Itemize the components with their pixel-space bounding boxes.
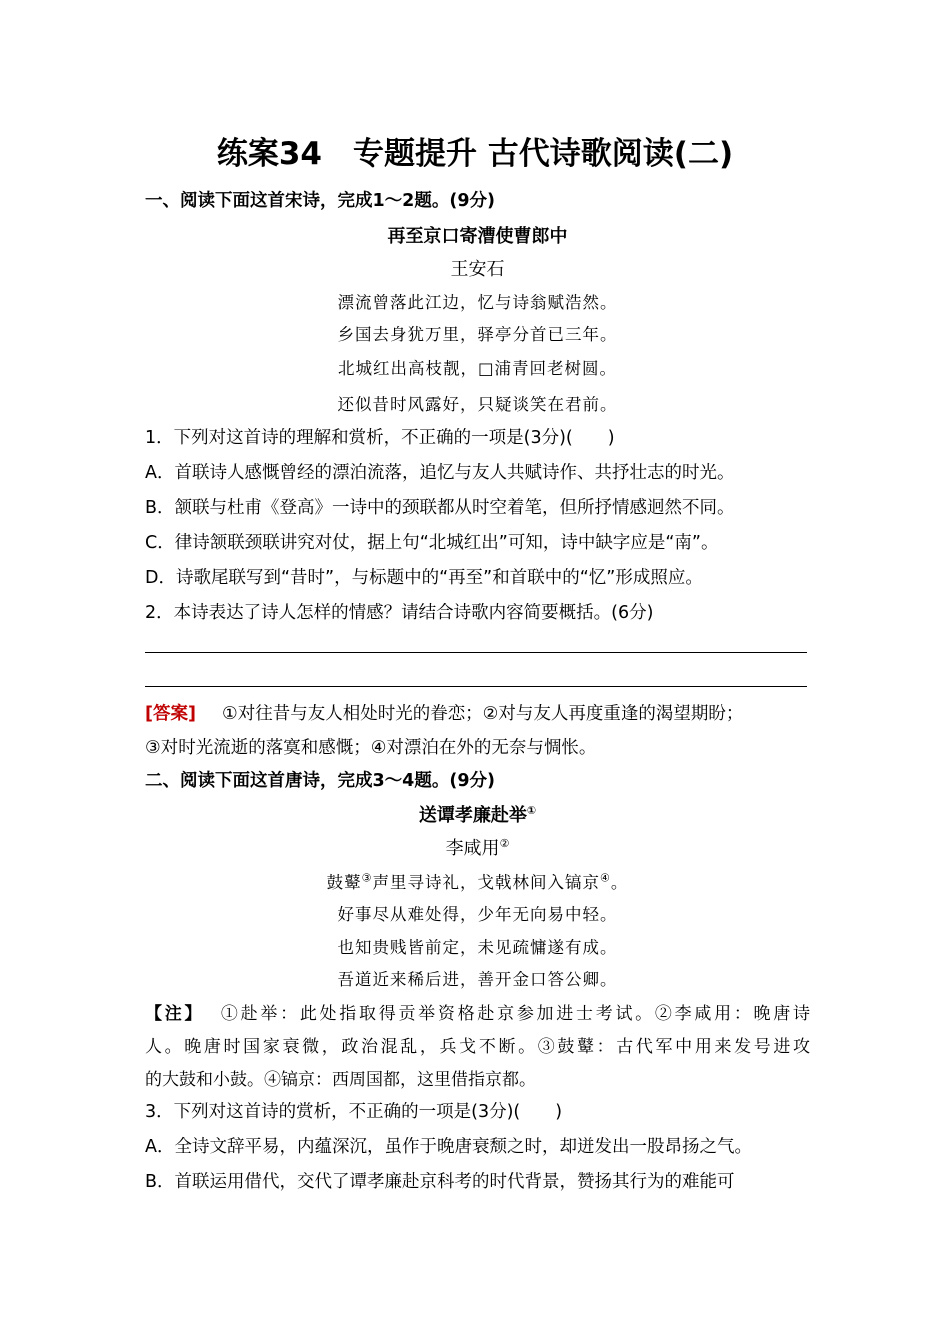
- poem2-line-1-part-a: 鼓鼙: [326, 873, 362, 892]
- footnote-ref-4: ④: [600, 871, 611, 885]
- question-3-option-b: B．首联运用借代，交代了谭孝廉赴京科考的时代背景，赞扬其行为的难能可: [145, 1172, 735, 1192]
- question-1-option-b: B．颔联与杜甫《登高》一诗中的颈联都从时空着笔，但所抒情感迥然不同。: [145, 498, 735, 518]
- poem2-author: [145, 837, 810, 861]
- question-1-option-d: D．诗歌尾联写到“昔时”，与标题中的“再至”和首联中的“忆”形成照应。: [145, 568, 703, 588]
- part1-header: 一、阅读下面这首宋诗，完成1～2题。(9分): [145, 191, 496, 211]
- poem1-line-4: 还似昔时风露好，只疑谈笑在君前。: [337, 395, 618, 414]
- question-3-stem: 3．下列对这首诗的赏析，不正确的一项是(3分)( ): [145, 1102, 563, 1122]
- page-title: 练案34 专题提升 古代诗歌阅读(二): [216, 136, 734, 172]
- answer-tag: [答案]: [145, 704, 196, 724]
- answer-line-2: [145, 686, 807, 687]
- poem1-title: 再至京口寄漕使曹郎中: [387, 226, 568, 247]
- footnote-ref-1: ①: [526, 804, 537, 817]
- note-line-2: 人。晚唐时国家衰微，政治混乱，兵戈不断。③鼓鼙：古代军中用来发号进攻: [145, 1037, 810, 1057]
- poem2-line-4: 吾道近来稀后进，善开金口答公卿。: [337, 970, 618, 989]
- poem2-author-text: 李咸用: [445, 838, 500, 859]
- question-1-option-a: A．首联诗人感慨曾经的漂泊流落，追忆与友人共赋诗作、共抒壮志的时光。: [145, 463, 735, 483]
- poem1-line-2: 乡国去身犹万里，驿亭分首已三年。: [337, 325, 618, 344]
- note-line-1: [145, 1002, 810, 1026]
- poem1-author: 王安石: [450, 259, 505, 280]
- poem2-title-text: 送谭孝廉赴举: [418, 805, 527, 826]
- poem1-line-1: 漂流曾落此江边，忆与诗翁赋浩然。: [337, 293, 618, 312]
- poem2-line-1-part-c: 。: [610, 873, 629, 892]
- question-1-stem: 1．下列对这首诗的理解和赏析，不正确的一项是(3分)( ): [145, 428, 615, 448]
- poem2-line-1: [145, 871, 810, 895]
- poem2-line-2: 好事尽从难处得，少年无向易中轻。: [337, 905, 618, 924]
- question-2-stem: 2．本诗表达了诗人怎样的情感？请结合诗歌内容简要概括。(6分): [145, 603, 654, 623]
- question-1-option-c: C．律诗颔联颈联讲究对仗，据上句“北城红出”可知，诗中缺字应是“南”。: [145, 533, 719, 553]
- answer-text-1: ①对往昔与友人相处时光的眷恋；②对与友人再度重逢的渴望期盼；: [222, 704, 744, 724]
- answer-line-1: [145, 652, 807, 653]
- note-text-1: ①赴举：此处指取得贡举资格赴京参加进士考试。②李咸用：晚唐诗: [218, 1004, 811, 1024]
- answer-block: [145, 702, 810, 726]
- part2-header: 二、阅读下面这首唐诗，完成3～4题。(9分): [145, 771, 496, 791]
- question-3-option-a: A．全诗文辞平易，内蕴深沉，虽作于晚唐衰颓之时，却迸发出一股昂扬之气。: [145, 1137, 752, 1157]
- footnote-ref-2: ②: [499, 837, 510, 850]
- poem2-title: [145, 804, 810, 828]
- footnote-ref-3: ③: [361, 871, 373, 885]
- poem1-line-3: 北城红出高枝靓，□浦青回老树圆。: [337, 359, 618, 378]
- note-label: 【注】: [145, 1004, 205, 1024]
- poem2-line-3: 也知贵贱皆前定，未见疏慵遂有成。: [337, 938, 618, 957]
- answer-text-2: ③对时光流逝的落寞和感慨；④对漂泊在外的无奈与惆怅。: [145, 738, 597, 758]
- note-line-3: 的大鼓和小鼓。④镐京：西周国都，这里借指京都。: [145, 1070, 536, 1090]
- poem2-line-1-part-b: 声里寻诗礼，戈戟林间入镐京: [372, 873, 600, 892]
